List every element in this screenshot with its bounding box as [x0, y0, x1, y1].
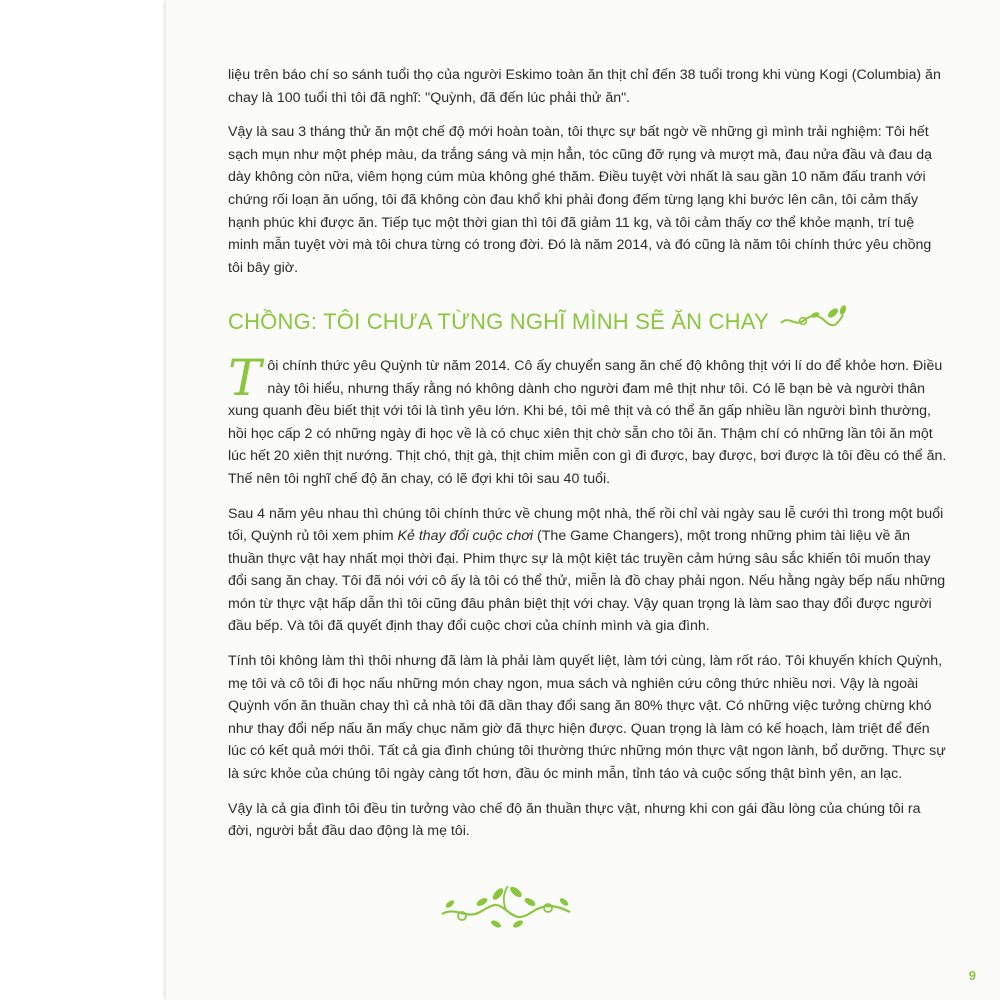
page-content: [228, 64, 948, 855]
film-title: Kẻ thay đổi cuộc chơi: [397, 528, 534, 545]
drop-cap: T: [228, 348, 262, 407]
paragraph-film-part-2: (The Game Changers), một trong những phim tài liệu về ăn thuần thực vật hay nhất mọi thời đại. Phim thực sự là một kiệt tác truyền cảm hứng sâu sắc khiến tôi muốn thay đổi sang ăn chay. Tôi đã nói với cô ấy là tôi có thể thử, miễn là đồ chay phải ngon. Nếu hằng ngày bếp nấu những món từ thực vật hấp dẫn thì tôi cũng đâu phân biệt thịt với chay. Vậy quan trọng là làm sao thay đổi được người đầu bếp. Và tôi đã quyết định thay đổi cuộc chơi của chính mình và gia đình.: [228, 528, 946, 635]
section-heading: CHỒNG: TÔI CHƯA TỪNG NGHĨ MÌNH SẼ ĂN CHAY: [228, 308, 769, 334]
paragraph-intro-1: liệu trên báo chí so sánh tuổi thọ của người Eskimo toàn ăn thịt chỉ đến 38 tuổi trong khi vùng Kogi (Columbia) ăn chay là 100 tuổi thì tôi đã nghĩ: "Quỳnh, đã đến lúc phải thử ăn".: [228, 67, 941, 106]
section-heading-row: [228, 305, 948, 339]
paragraph-closing: Vậy là cả gia đình tôi đều tin tưởng vào chế độ ăn thuần thực vật, nhưng khi con gái đầu lòng của chúng tôi ra đời, người bắt đầu dao động là mẹ tôi.: [228, 800, 921, 840]
paragraph-husband-intro-text: ôi chính thức yêu Quỳnh từ năm 2014. Cô ấy chuyển sang ăn chế độ không thịt với lí do để khỏe hơn. Điều này tôi hiểu, nhưng thấy rằng nó không dành cho người đam mê thịt như tôi. Có lẽ bạn bè và người thân xung quanh đều biết thịt với tôi là tình yêu lớn. Khi bé, tôi mê thịt và có thể ăn gấp nhiều lần người bình thường, hồi học cấp 2 có những ngày đi học về là có chục xiên thịt chờ sẵn cho tôi ăn. Thậm chí có những lần tôi ăn một lúc hết 20 xiên thịt nướng. Thịt chó, thịt gà, thịt chim miễn con gì đi được, bay được, bơi được là tôi đều có thể ăn. Thế nên tôi nghĩ chế độ ăn chay, có lẽ đợi khi tôi sau 40 tuổi.: [228, 357, 947, 487]
page-margin-left: [0, 0, 165, 1000]
paragraph-family: Tính tôi không làm thì thôi nhưng đã làm là phải làm quyết liệt, làm tới cùng, làm rốt ráo. Tôi khuyến khích Quỳnh, mẹ tôi và cô tôi đi học nấu những món chay ngon, mua sách và nghiên cứu công thức nhiều nơi. Vậy là ngoài Quỳnh vốn ăn thuần chay thì cả nhà tôi đã dần thay đổi sang ăn 80% thực vật. Có những việc tưởng chừng khó như thay đổi nếp nấu ăn mấy chục năm giờ đã thực hiện được. Quan trọng là làm có kế hoạch, làm triệt để đến lúc có kết quả mới thôi. Tất cả gia đình chúng tôi thường thức những món thực vật ngon lành, bổ dưỡng. Thực sự là sức khỏe của chúng tôi ngày càng tốt hơn, đầu óc minh mẫn, tỉnh táo và cuộc sống thật bình yên, an lạc.: [228, 653, 946, 783]
book-page: [166, 0, 1000, 1000]
vine-flourish-icon: [436, 880, 576, 947]
paragraph-film-part-1: Sau 4 năm yêu nhau thì chúng tôi chính thức về chung một nhà, thế rồi chỉ vài ngày sau lễ cưới thì trong một buổi tối, Quỳnh rủ tôi xem phim: [228, 505, 944, 545]
vine-leaf-icon: [779, 305, 849, 339]
paragraph-intro-2: Vậy là sau 3 tháng thử ăn một chế độ mới hoàn toàn, tôi thực sự bất ngờ về những gì mình trải nghiệm: Tôi hết sạch mụn như một phép màu, da trắng sáng và mịn hẳn, tóc cũng đỡ rụng và mượt mà, đau nửa đầu và đau dạ dày không còn nữa, viêm họng cúm mùa không ghé thăm. Điều tuyệt vời nhất là sau gần 10 năm đấu tranh với chứng rối loạn ăn uống, tôi đã không còn đau khổ khi phải đong đếm từng lạng khi bước lên cân, tôi cảm thấy hạnh phúc khi được ăn. Tiếp tục một thời gian thì tôi đã giảm 11 kg, và tôi cảm thấy cơ thể khỏe mạnh, trí tuệ minh mẫn tuyệt vời mà tôi chưa từng có trong đời. Đó là năm 2014, và đó cũng là năm tôi chính thức yêu chồng tôi bây giờ.: [228, 124, 933, 276]
paragraph-husband-intro: [228, 348, 948, 491]
page-number: 9: [968, 968, 976, 983]
paragraph-film: [228, 503, 948, 639]
